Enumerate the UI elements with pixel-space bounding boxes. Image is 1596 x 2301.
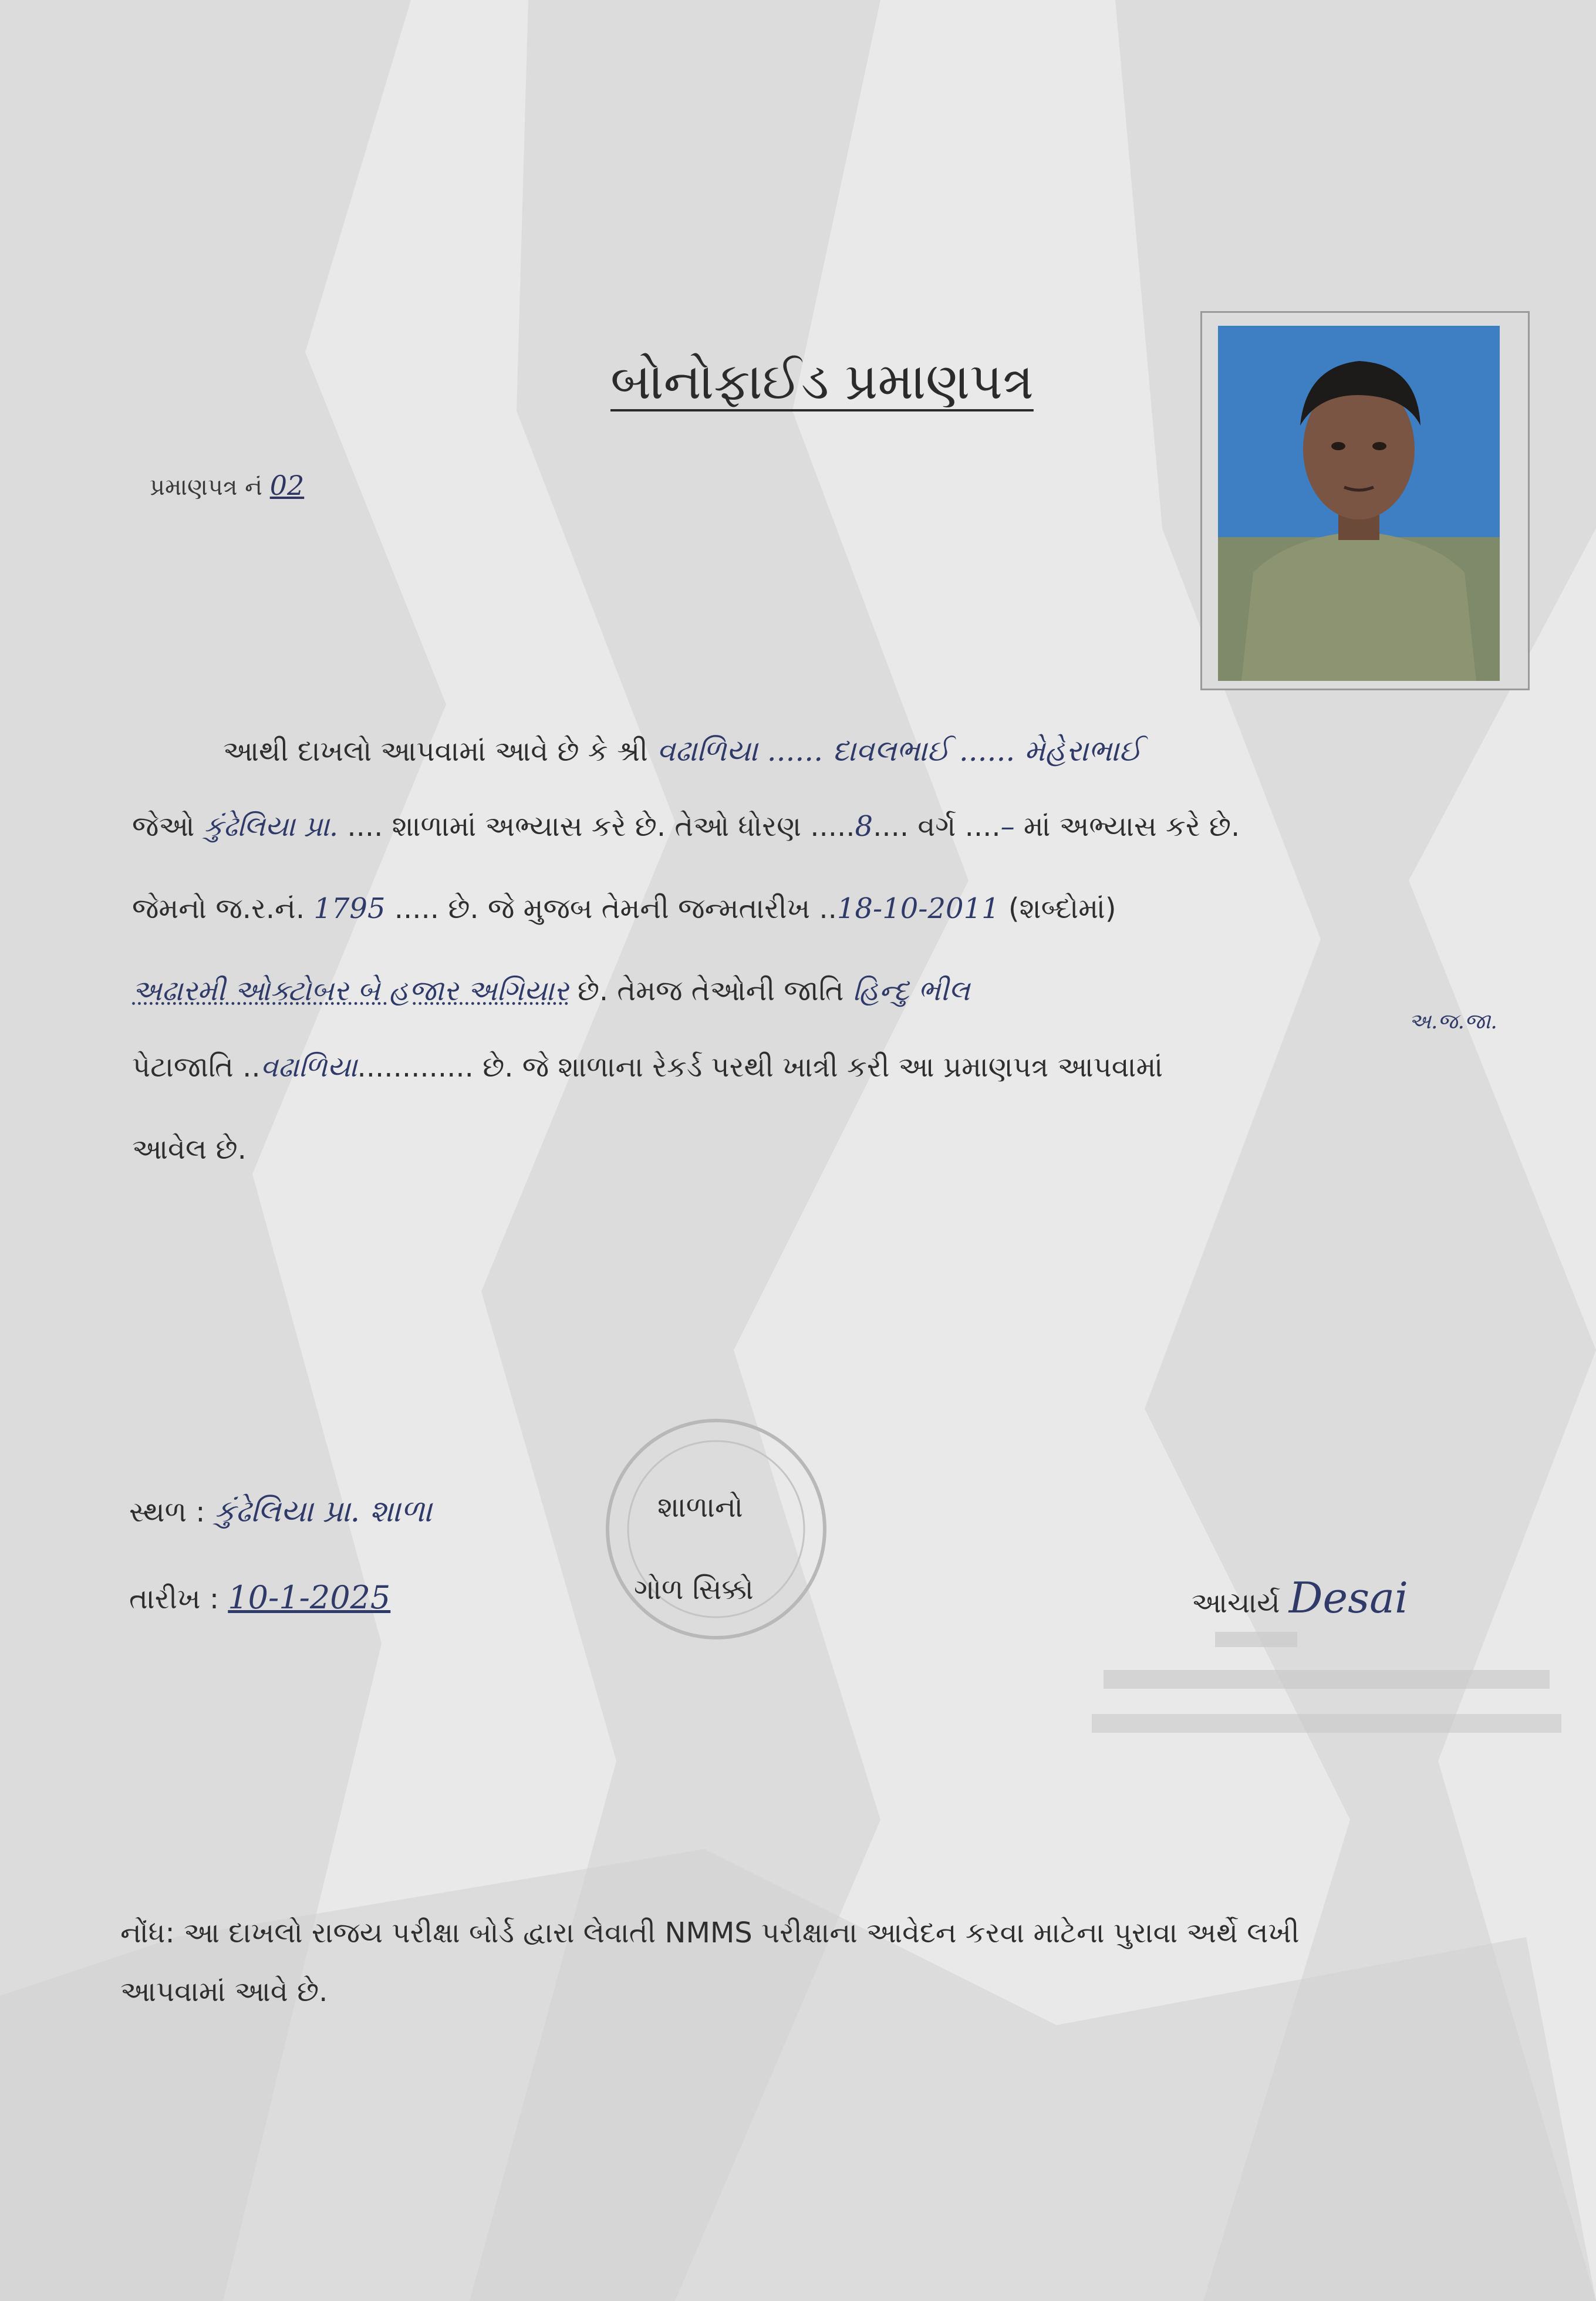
place-field: કુંઢેલિયા પ્રા. શાળા xyxy=(214,1494,432,1529)
line2-prefix: જેઓ xyxy=(132,810,195,843)
school-name-field: કુંઢેલિયા પ્રા. xyxy=(203,810,339,843)
birth-date-words-field: અઢારમી ઓક્ટોબર બે હજાર અગિયાર xyxy=(132,974,569,1007)
note-line-2: આપવામાં આવે છે. xyxy=(120,1975,328,2008)
certificate-title: બોનોફાઈડ પ્રમાણપત્ર xyxy=(610,352,1034,411)
line4-mid: છે. તેમજ તેઓની જાતિ xyxy=(577,974,844,1007)
certificate-number xyxy=(150,470,304,501)
line3-mid: છે. જે મુજબ તેમની જન્મતારીખ xyxy=(448,892,811,925)
seal-text-line-2: ગોળ સિક્કો xyxy=(634,1573,754,1606)
body-line-6: આવેલ છે. xyxy=(132,1133,247,1166)
caste-note: અ.જ.જા. xyxy=(1409,1010,1497,1034)
caste-field: હિન્દુ ભીલ xyxy=(852,974,970,1007)
seal-text-line-1: શાળાનો xyxy=(657,1491,743,1524)
body-line-1 xyxy=(223,734,1142,768)
grade-field: 8 xyxy=(855,810,873,843)
gr-number-field: 1795 xyxy=(313,892,386,925)
date-field: 10-1-2025 xyxy=(228,1579,391,1616)
body-line-3: જેમનો જ.ર.નં. 1795 ..... છે. જે મુજબ તેમની જન્મતારીખ ..18-10-2011 (શબ્દોમાં) xyxy=(132,892,1116,925)
body-line-2: જેઓ કુંઢેલિયા પ્રા. .... શાળામાં અભ્યાસ કરે છે. તેઓ ધોરણ .....8.... વર્ગ ....– માં અભ્યાસ કરે છે. xyxy=(132,810,1240,843)
line2-mid: શાળામાં અભ્યાસ કરે છે. તેઓ ધોરણ xyxy=(392,810,801,843)
date-row xyxy=(129,1579,390,1616)
student-photo xyxy=(1218,326,1500,681)
body-line-5: પેટાજાતિ ..વઢાળિયા............. છે. જે શાળાના રેકર્ડ પરથી ખાત્રી કરી આ પ્રમાણપત્ર આપવામાં xyxy=(132,1051,1163,1084)
principal-block xyxy=(1192,1573,1408,1622)
body-line-4 xyxy=(132,974,970,1008)
place-row xyxy=(129,1494,432,1530)
words-label: (શબ્દોમાં) xyxy=(1008,892,1116,925)
class-label: વર્ગ xyxy=(917,810,956,843)
class-field: – xyxy=(1000,810,1015,843)
date-label: તારીખ : xyxy=(129,1583,220,1615)
line5-end: છે. જે શાળાના રેકર્ડ પરથી ખાત્રી કરી આ પ્રમાણપત્ર આપવામાં xyxy=(482,1051,1163,1084)
subcaste-label: પેટાજાતિ xyxy=(132,1051,234,1084)
certificate-number-label: પ્રમાણપત્ર નં xyxy=(150,474,262,501)
birth-date-field: 18-10-2011 xyxy=(836,892,1000,925)
subcaste-field: વઢાળિયા xyxy=(260,1051,357,1084)
school-seal-placeholder xyxy=(599,1412,834,1647)
principal-signature: Desai xyxy=(1288,1573,1409,1622)
line2-end: માં અભ્યાસ કરે છે. xyxy=(1023,810,1240,843)
certificate-number-value: 02 xyxy=(269,470,305,501)
note-line-1: નોંધ: આ દાખલો રાજય પરીક્ષા બોર્ડ દ્વારા લેવાતી NMMS પરીક્ષાના આવેદન કરવા માટેના પુરાવા અર્થે લખી xyxy=(120,1917,1300,1949)
principal-label: આચાર્ય xyxy=(1192,1587,1280,1620)
student-name-field: વઢાળિયા ...... દાવલભાઈ ...... મેહેરાભાઈ xyxy=(657,734,1142,768)
place-label: સ્થળ : xyxy=(129,1496,205,1529)
gr-label: જેમનો જ.ર.નં. xyxy=(132,892,305,925)
principal-stamp-faded xyxy=(1092,1626,1573,1755)
intro-text: આથી દાખલો આપવામાં આવે છે કે શ્રી xyxy=(223,735,648,768)
